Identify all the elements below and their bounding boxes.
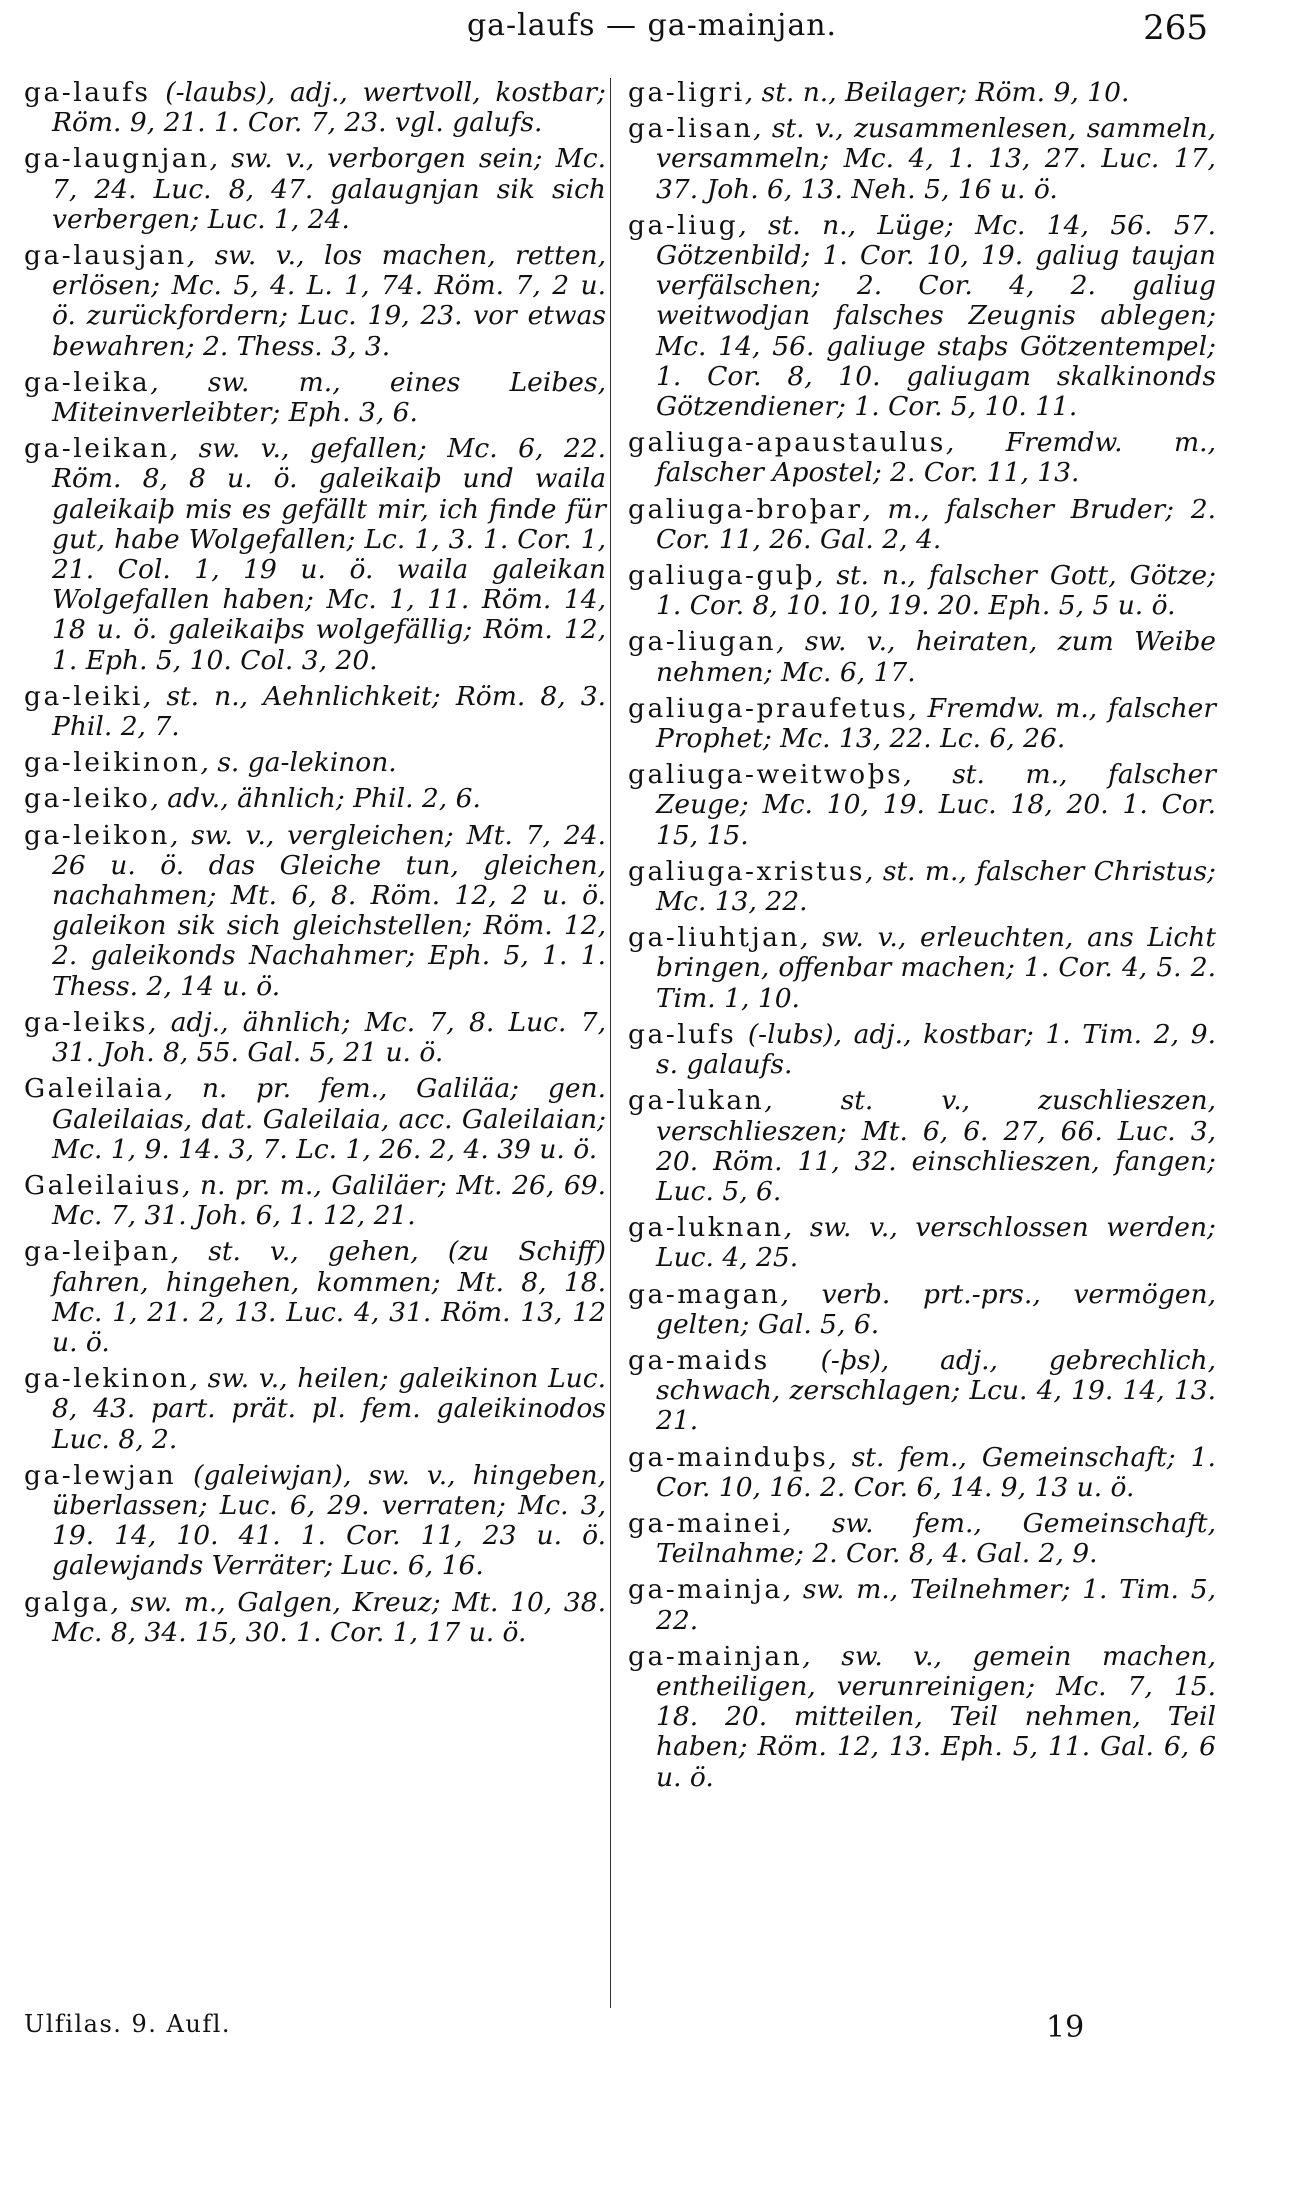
dictionary-entry xyxy=(628,495,1216,555)
headword: galiuga-praufetus xyxy=(628,692,909,724)
entry-text: (galeiwjan), sw. v., hingeben, überlassen; Luc. 6, 29. verraten; Mc. 3, 19. 14, 10. 41. 1. Cor. 11, 23 u. ö. galewjands Verräter; Luc. 6, 16. xyxy=(52,1459,606,1582)
dictionary-entry xyxy=(628,760,1216,851)
entry-text: , st. n., Aehnlichkeit; Röm. 8, 3. Phil. 2, 7. xyxy=(52,680,606,743)
dictionary-entry xyxy=(628,1086,1216,1207)
dictionary-entry xyxy=(628,1575,1216,1635)
right-column xyxy=(628,78,1216,1799)
headword: ga-lausjan xyxy=(24,240,187,272)
dictionary-entry xyxy=(628,114,1216,205)
running-title: ga-laufs — ga-mainjan. xyxy=(466,8,838,43)
headword: ga-leiþan xyxy=(24,1236,171,1268)
dictionary-entry xyxy=(24,1364,606,1455)
headword: Galeilaius xyxy=(24,1169,183,1201)
entry-text: , sw. m., Teilnehmer; 1. Tim. 5, 22. xyxy=(656,1574,1216,1636)
sheet-number: 19 xyxy=(1046,2010,1085,2045)
entry-text: , st. m., falscher Zeuge; Mc. 10, 19. Luc. 18, 20. 1. Cor. 15, 15. xyxy=(656,759,1216,851)
page-footer xyxy=(0,2010,1304,2060)
headword: ga-mainduþs xyxy=(628,1441,829,1473)
headword: ga-lisan xyxy=(628,113,754,145)
entry-text: , sw. v., los machen, retten, erlösen; Mc. 5, 4. L. 1, 74. Röm. 7, 2 u. ö. zurückfordern; Luc. 19, 23. vor etwas bewahren; 2. Thess. 3, 3. xyxy=(52,240,606,362)
left-column xyxy=(24,78,606,1654)
entry-text: , sw. v., heilen; galeikinon Luc. 8, 43. part. prät. pl. fem. galeikinodos Luc. 8, 2. xyxy=(52,1363,606,1455)
entry-text: , Fremdw. m., falscher Apostel; 2. Cor. 11, 13. xyxy=(656,427,1216,489)
dictionary-entry xyxy=(24,1008,606,1068)
running-head xyxy=(0,8,1304,56)
headword: ga-mainjan xyxy=(628,1640,803,1672)
headword: galiuga-guþ xyxy=(628,560,815,592)
entry-text: , Fremdw. m., falscher Prophet; Mc. 13, 22. Lc. 6, 26. xyxy=(656,692,1216,755)
headword: Galeilaia xyxy=(24,1073,165,1105)
dictionary-entry xyxy=(628,627,1216,687)
dictionary-entry xyxy=(628,1280,1216,1340)
entry-text: , sw. v., erleuchten, ans Licht bringen, offenbar machen; 1. Cor. 4, 5. 2. Tim. 1, 10. xyxy=(656,922,1216,1014)
entry-text: , m., falscher Bruder; 2. Cor. 11, 26. Gal. 2, 4. xyxy=(656,493,1216,555)
dictionary-entry xyxy=(628,211,1216,422)
entry-text: , st. fem., Gemeinschaft; 1. Cor. 10, 16. 2. Cor. 6, 14. 9, 13 u. ö. xyxy=(656,1441,1216,1503)
column-divider xyxy=(610,78,611,2008)
headword: ga-maids xyxy=(628,1344,770,1376)
dictionary-entry xyxy=(24,368,606,428)
headword: galiuga-apaustaulus xyxy=(628,427,946,459)
entry-text: , verb. prt.-prs., vermögen, gelten; Gal. 5, 6. xyxy=(656,1278,1216,1340)
dictionary-entry xyxy=(24,241,606,362)
entry-text: , st. n., Lüge; Mc. 14, 56. 57. Götzenbild; 1. Cor. 10, 19. galiug taujan verfälschen; 2. Cor. 4, 2. galiug weitwodjan falsches Zeugnis ablegen; Mc. 14, 56. galiuge staþs Götzentempel; 1. Cor. 8, 10. galiugam skalkinonds Götzendiener; 1. Cor. 5, 10. 11. xyxy=(656,209,1216,423)
dictionary-entry xyxy=(24,1237,606,1358)
headword: ga-leika xyxy=(24,366,151,398)
entry-text: , sw. m., eines Leibes, Miteinverleibter; Eph. 3, 6. xyxy=(52,366,606,429)
headword: ga-mainei xyxy=(628,1507,783,1539)
entry-text: , sw. v., heiraten, zum Weibe nehmen; Mc. 6, 17. xyxy=(656,626,1216,688)
dictionary-entry xyxy=(628,78,1216,108)
entry-text: , st. n., falscher Gott, Götze; 1. Cor. 8, 10. 10, 19. 20. Eph. 5, 5 u. ö. xyxy=(656,560,1216,622)
dictionary-entry xyxy=(24,144,606,235)
entry-text: (-laubs), adj., wertvoll, kostbar; Röm. 9, 21. 1. Cor. 7, 23. vgl. galufs. xyxy=(52,77,606,139)
entry-text: , st. n., Beilager; Röm. 9, 10. xyxy=(744,77,1130,108)
headword: ga-leikan xyxy=(24,433,170,465)
entry-text: , adv., ähnlich; Phil. 2, 6. xyxy=(150,783,481,815)
dictionary-entry xyxy=(628,1509,1216,1569)
headword: ga-ligri xyxy=(628,77,745,108)
entry-text: , st. v., gehen, (zu Schiff) fahren, hingehen, kommen; Mt. 8, 18. Mc. 1, 21. 2, 13. Luc. 4, 31. Röm. 13, 12 u. ö. xyxy=(52,1236,606,1358)
entry-text: , sw. v., verborgen sein; Mc. 7, 24. Luc. 8, 47. galaugnjan sik sich verbergen; Luc. 1, 24. xyxy=(52,143,606,235)
dictionary-entry xyxy=(628,1443,1216,1503)
headword: ga-lewjan xyxy=(24,1459,177,1491)
dictionary-entry xyxy=(628,857,1216,917)
entry-text: , st. m., falscher Christus; Mc. 13, 22. xyxy=(656,855,1216,918)
headword: ga-laugnjan xyxy=(24,143,210,175)
headword: ga-magan xyxy=(628,1278,781,1310)
entry-text: , sw. v., gemein machen, entheiligen, verunreinigen; Mc. 7, 15. 18. 20. mitteilen, Teil nehmen, Teil haben; Röm. 12, 13. Eph. 5, 11. Gal. 6, 6 u. ö. xyxy=(656,1640,1216,1793)
entry-text: (-þs), adj., gebrechlich, schwach, zerschlagen; Lcu. 4, 19. 14, 13. 21. xyxy=(656,1344,1216,1437)
entry-text: , st. v., zusammenlesen, sammeln, versammeln; Mc. 4, 1. 13, 27. Luc. 17, 37. Joh. 6, 13. Neh. 5, 16 u. ö. xyxy=(656,113,1216,205)
page-number: 265 xyxy=(1143,8,1208,48)
entry-text: , n. pr. fem., Galiläa; gen. Galeilaias, dat. Galeilaia, acc. Galeilaian; Mc. 1, 9. 14. 3, 7. Lc. 1, 26. 2, 4. 39 u. ö. xyxy=(52,1073,606,1165)
headword: galiuga-weitwoþs xyxy=(628,759,904,791)
dictionary-entry xyxy=(24,748,606,778)
headword: galiuga-xristus xyxy=(628,855,866,887)
dictionary-entry xyxy=(628,923,1216,1014)
headword: ga-leiks xyxy=(24,1006,149,1038)
entry-text: , sw. v., gefallen; Mc. 6, 22. Röm. 8, 8 u. ö. galeikaiþ und waila galeikaiþ mis es gefällt mir, ich finde für gut, habe Wolgefallen; Lc. 1, 3. 1. Cor. 1, 21. Col. 1, 19 u. ö. waila galeikan Wolgefallen haben; Mc. 1, 11. Röm. 14, 18 u. ö. galeikaiþs wolgefällig; Röm. 12, 1. Eph. 5, 10. Col. 3, 20. xyxy=(52,433,606,676)
dictionary-entry xyxy=(628,1213,1216,1273)
entry-text: , s. ga-lekinon. xyxy=(200,747,397,779)
entry-text: , sw. m., Galgen, Kreuz; Mt. 10, 38. Mc. 8, 34. 15, 30. 1. Cor. 1, 17 u. ö. xyxy=(52,1586,606,1648)
headword: ga-liug xyxy=(628,209,739,241)
entry-text: , n. pr. m., Galiläer; Mt. 26, 69. Mc. 7, 31. Joh. 6, 1. 12, 21. xyxy=(52,1169,606,1232)
dictionary-entry xyxy=(24,1461,606,1582)
headword: galga xyxy=(24,1586,111,1618)
entry-text: , sw. v., vergleichen; Mt. 7, 24. 26 u. ö. das Gleiche tun, gleichen, nachahmen; Mt. 6, 8. Röm. 12, 2 u. ö. galeikon sik sich gleichstellen; Röm. 12, 2. galeikonds Nachahmer; Eph. 5, 1. 1. Thess. 2, 14 u. ö. xyxy=(52,819,606,1002)
headword: ga-liuhtjan xyxy=(628,922,801,954)
entry-text: , st. v., zuschlieszen, verschlieszen; Mt. 6, 6. 27, 66. Luc. 3, 20. Röm. 11, 32. einschlieszen, fangen; Luc. 5, 6. xyxy=(656,1085,1216,1207)
headword: ga-leiko xyxy=(24,783,151,815)
dictionary-entry xyxy=(24,1588,606,1648)
dictionary-entry xyxy=(628,1642,1216,1793)
printer-signature: Ulfilas. 9. Aufl. xyxy=(24,2010,232,2038)
headword: ga-leikinon xyxy=(24,747,201,779)
dictionary-entry xyxy=(24,1074,606,1165)
headword: ga-liugan xyxy=(628,626,777,658)
headword: ga-leiki xyxy=(24,680,143,712)
dictionary-entry xyxy=(628,694,1216,754)
entry-text: , adj., ähnlich; Mc. 7, 8. Luc. 7, 31. Joh. 8, 55. Gal. 5, 21 u. ö. xyxy=(52,1006,606,1069)
headword: ga-lufs xyxy=(628,1018,737,1050)
dictionary-entry xyxy=(628,561,1216,621)
dictionary-entry xyxy=(24,434,606,676)
dictionary-entry xyxy=(24,78,606,138)
dictionary-entry xyxy=(628,1346,1216,1437)
dictionary-entry xyxy=(628,1020,1216,1080)
headword: ga-luknan xyxy=(628,1212,784,1244)
dictionary-entry xyxy=(24,821,606,1002)
entry-text: , sw. fem., Gemeinschaft, Teilnahme; 2. Cor. 8, 4. Gal. 2, 9. xyxy=(656,1507,1216,1570)
dictionary-entry xyxy=(24,682,606,742)
dictionary-entry xyxy=(24,1171,606,1231)
entry-text: , sw. v., verschlossen werden; Luc. 4, 25. xyxy=(656,1212,1216,1274)
headword: ga-mainja xyxy=(628,1574,783,1606)
headword: ga-lekinon xyxy=(24,1363,190,1395)
entry-text: (-lubs), adj., kostbar; 1. Tim. 2, 9. s. galaufs. xyxy=(656,1018,1216,1081)
headword: galiuga-broþar xyxy=(628,493,863,525)
dictionary-entry xyxy=(24,784,606,814)
headword: ga-lukan xyxy=(628,1085,765,1117)
headword: ga-laufs xyxy=(24,77,151,108)
dictionary-entry xyxy=(628,428,1216,488)
headword: ga-leikon xyxy=(24,819,170,851)
